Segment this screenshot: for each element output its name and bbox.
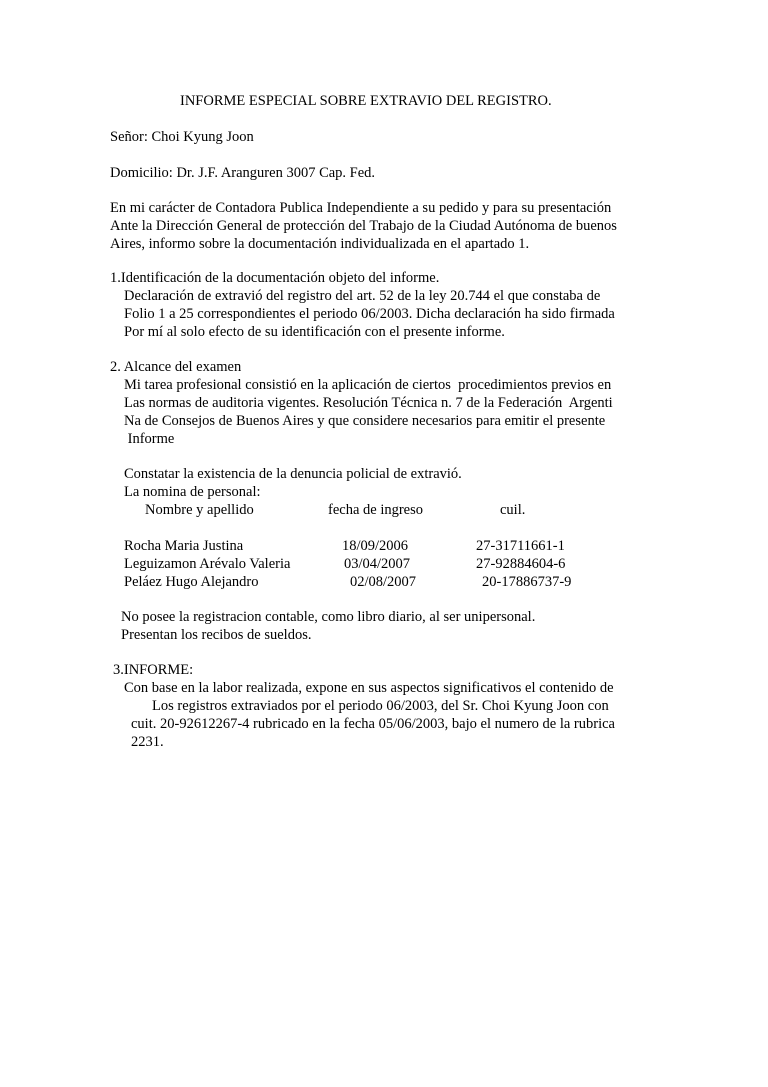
row-name: Rocha Maria Justina	[124, 538, 244, 554]
row-date: 18/09/2006	[342, 538, 409, 554]
constatar-line: Constatar la existencia de la denuncia policial de extravió.	[124, 466, 462, 482]
section1-line: Por mí al solo efecto de su identificación con el presente informe.	[124, 324, 505, 340]
row-date: 02/08/2007	[350, 574, 417, 590]
section3-line: 2231.	[131, 734, 164, 750]
note-line: No posee la registracion contable, como libro diario, al ser unipersonal.	[121, 609, 536, 625]
note-line: Presentan los recibos de sueldos.	[121, 627, 312, 643]
section3-line: cuit. 20-92612267-4 rubricado en la fecha 05/06/2003, bajo el numero de la rubrica	[131, 716, 615, 732]
section1-line: Declaración de extravió del registro del art. 52 de la ley 20.744 el que constaba de	[124, 288, 601, 304]
section3-line: Los registros extraviados por el periodo 06/2003, del Sr. Choi Kyung Joon con	[152, 698, 609, 714]
table-header-date: fecha de ingreso	[328, 502, 424, 518]
table-header-name: Nombre y apellido	[145, 502, 254, 518]
section2-line: Na de Consejos de Buenos Aires y que considere necesarios para emitir el presente	[124, 413, 606, 429]
recipient-line: Señor: Choi Kyung Joon	[110, 129, 254, 145]
section2-line: Informe	[124, 431, 175, 447]
section3-line: Con base en la labor realizada, expone en sus aspectos significativos el contenido de	[124, 680, 614, 696]
row-date: 03/04/2007	[344, 556, 411, 572]
intro-line: Aires, informo sobre la documentación individualizada en el apartado 1.	[110, 236, 530, 252]
row-name: Leguizamon Arévalo Valeria	[124, 556, 291, 572]
address-line: Domicilio: Dr. J.F. Aranguren 3007 Cap. Fed.	[110, 165, 376, 181]
row-cuil: 27-31711661-1	[476, 538, 565, 554]
section2-heading: 2. Alcance del examen	[110, 359, 242, 375]
section2-line: Las normas de auditoria vigentes. Resolución Técnica n. 7 de la Federación Argenti	[124, 395, 613, 411]
intro-line: En mi carácter de Contadora Publica Independiente a su pedido y para su presentación	[110, 200, 612, 216]
row-cuil: 20-17886737-9	[482, 574, 572, 590]
row-name: Peláez Hugo Alejandro	[124, 574, 259, 590]
intro-line: Ante la Dirección General de protección del Trabajo de la Ciudad Autónoma de buenos	[110, 218, 617, 234]
section2-line: Mi tarea profesional consistió en la aplicación de ciertos procedimientos previos en	[124, 377, 612, 393]
section1-heading: 1.Identificación de la documentación objeto del informe.	[110, 270, 440, 286]
row-cuil: 27-92884604-6	[476, 556, 566, 572]
section3-heading: 3.INFORME:	[113, 662, 194, 678]
section1-line: Folio 1 a 25 correspondientes el periodo 06/2003. Dicha declaración ha sido firmada	[124, 306, 615, 322]
nomina-line: La nomina de personal:	[124, 484, 261, 500]
document-title: INFORME ESPECIAL SOBRE EXTRAVIO DEL REGISTRO.	[180, 93, 552, 109]
table-header-cuil: cuil.	[500, 502, 526, 518]
